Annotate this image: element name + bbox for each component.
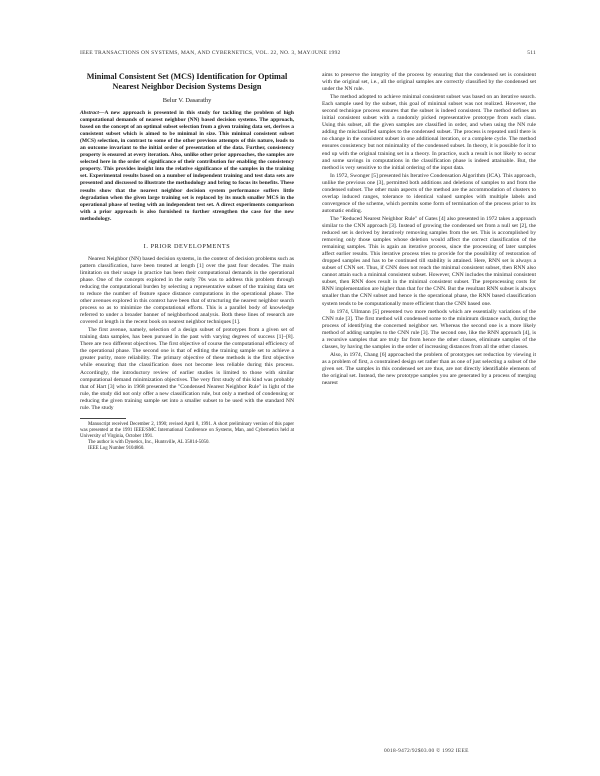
body-paragraph: The first avenue, namely, selection of a design subset of prototypes from a given set of training data samples, has been pursued in the past with varying degrees of success [1]–[8]. There are two different objectives. The first objective of course the computational efficiency of the operational phase. The second one is that of editing the training sample set to achieve a greater purity, more reliability. The primary objective of these methods is the first objective while ensuring that the classification does not become less reliable during this process. Accordingly, the introductory review of earlier studies is limited to those with similar computational demand minimization objectives. The very first study of this kind was probably that of Hart [3] who in 1968 presented the "Condensed Nearest Neighbor Rule" in light of the rule, the study did not only offer a new classification rule, but only a method of condensing or reducing the given training sample set into a smaller subset to be used with the standard NN rule. The study (80, 327, 294, 411)
journal-header: IEEE TRANSACTIONS ON SYSTEMS, MAN, AND CYBERNETICS, VOL. 22, NO. 3, MAY/JUNE 1992 (80, 50, 341, 56)
body-paragraph: Nearest Neighbor (NN) based decision systems, in the context of decision problems such as pattern classification, have been treated at length [1] over the past four decades. The main limitation on their usage in practice has been their computational demands in the operational phase. One of the concepts explored in the early 70s was to address this problem through reducing the computational burden by selecting a representative subset of the training data set to reduce the number of feature space distance computations in the operational phase. The other avenues explored in this context have been that of structuring the nearest neighbor search process so as to minimize the computational efforts. This is a parallel body of knowledge referred to under a broader banner of neighborhood analysis. Both these lines of research are covered at length in the recent book on nearest neighbor techniques [1]. (80, 255, 294, 326)
section-body (80, 256, 294, 412)
section-heading: I. PRIOR DEVELOPMENTS (143, 242, 231, 250)
footnote (80, 422, 294, 452)
body-paragraph: In 1972, Swonger [5] presented his Iterative Condensation Algorithm (ICA). This approach, unlike the previous one [3], permitted both additions and deletions of samples to and from the condensed subset. The other main aspects of the method are the accommodation of clusters to overlap induced ranges, tolerance to identical valued samples with multiple labels and convergence of the scheme, which permits some form of termination of the process prior to its automatic ending. (322, 172, 536, 214)
abstract-body: A new approach is presented in this study for tackling the problem of high computational demands of nearest neighbor (NN) based decision systems. The approach, based on the concept of an optimal subset selection from a given training data set, derives a consistent subset which is aimed to be minimal in size. This minimal consistent subset (MCS) selection, in contrast to some of the other previous attempts of this nature, leads to an outcome invariant to the initial order of presentation of the data. Further, consistency property is ensured at every iteration. Also, unlike other prior approaches, the samples are selected here in the order of significance of their contribution for enabling the consistency property. This provides insight into the relative significance of the samples in the training set. Experimental results based on a number of independent training and test data sets are presented and discussed to illustrate the methodology and bring to focus its benefits. These results show that the nearest neighbor decision system performance suffers little degradation when the given large training set is replaced by its much smaller MCS in the operational phase of testing with an independent test set. A direct experiments comparison with a prior approach is also furnished to further strengthen the case for the new methodology. (80, 110, 294, 222)
abstract-text (80, 110, 294, 223)
right-column (322, 72, 536, 387)
body-paragraph: The "Reduced Nearest Neighbor Rule" of Gates [4] also presented in 1972 takes a approach similar to the CNN approach [3]. Instead of growing the condensed set from a null set [2], the reduced set is derived by iteratively removing samples from the set. This is accomplished by removing only those samples whose deletion would affect the correct classification of the remaining samples. This is again an iterative process, since the processing of later samples affect earlier results. This iterative process tries to provide for the possibility of restoration of dropped samples and has to be continued till stability is attained. Here, RNN set is always a subset of CNN set. Thus, if CNN does not reach the minimal consistent subset, then RNN also cannot attain such a minimal consistent subset. However, CNN includes the minimal consistent subset, then RNN does result in the minimal consistent subset. The preprocessing costs for RNN implementation are higher than that for the CNN. But the resultant RNN subset is always smaller than the CNN subset and hence is the operational phase, the RNN based classification system tends to be computationally more efficient than the CNN based one. (322, 215, 536, 307)
body-paragraph: In 1974, Ullmann [5] presented two more methods which are essentially variations of the CNN rule [3]. The first method will condensed some to the minimum distance each, during the process of identifying the concerned neighbor set. Whereas the second one is a more likely method of adding samples to the CNN rule [3]. The second one, like the RNN approach [4], is a recursive samples that are truly far from hence the other classes, eliminate samples of the classes, by having the samples in the order of increasing distances from all the other classes. (322, 308, 536, 350)
paper-title: Minimal Consistent Set (MCS) Identification for Optimal Nearest Neighbor Decision Systems Design (86, 72, 288, 91)
footnote-paragraph: Manuscript received December 2, 1990; revised April 8, 1991. A short preliminary version of this paper was presented at the 1991 IEEE/SMC International Conference on Systems, Man, and Cybernetics held at University of Virginia, October 1991. (80, 421, 294, 439)
body-paragraph: The method adopted to achieve minimal consistent subset was based on an iterative search. Each sample used by the subset, this goal of minimal subset was not realized. However, the second technique process ensures that the subset is indeed consistent. The method defines an initial consistent subset with a randomly picked representative prototype from each class. Using this subset, all the given samples are classified in order, and when using the NN rule adding the misclassified samples to the condensed subset. The process is repeated until there is no change in the consistent subset in one additional iteration, or a complete cycle. The method ensures consistency but not minimality of the condensed subset. In theory, it is possible for it to end up with the original training set in a theory. In practice, such a result is not likely to occur and some savings in computations in the classification phase is indeed attainable. But, the method is very sensitive to the initial ordering of the input data. (322, 94, 536, 171)
body-paragraph: aims to preserve the integrity of the process by ensuring that the condensed set is consistent with the original set, i.e., all the original samples are correctly classified by the condensed set under the NN rule. (322, 72, 536, 93)
right-column-body (322, 72, 536, 387)
copyright-code: 0018-9472/92$03.00 © 1992 IEEE (384, 748, 469, 754)
running-header (80, 50, 536, 56)
author-name: Belur V. Dasarathy (162, 97, 212, 104)
abstract (80, 110, 294, 223)
body-paragraph: Also, in 1974, Chang [6] approached the problem of prototypes set reduction by viewing it as a problem of first, a constrained design set rather than as one of just selecting a subset of the given set. The samples in this condensed set are thus, are not directly identifiable elements of the original set. Instead, the new prototype samples you are generated by a process of merging nearest (322, 351, 536, 387)
left-column (80, 72, 294, 452)
footnote-paragraph: IEEE Log Number 9104860. (88, 446, 145, 452)
footnote-rule (80, 418, 126, 419)
page-number: 511 (527, 50, 536, 56)
abstract-label: Abstract— (80, 110, 105, 116)
footnote-paragraph: The author is with Dynetics, Inc., Huntsville, AL 35814-5050. (88, 440, 210, 446)
